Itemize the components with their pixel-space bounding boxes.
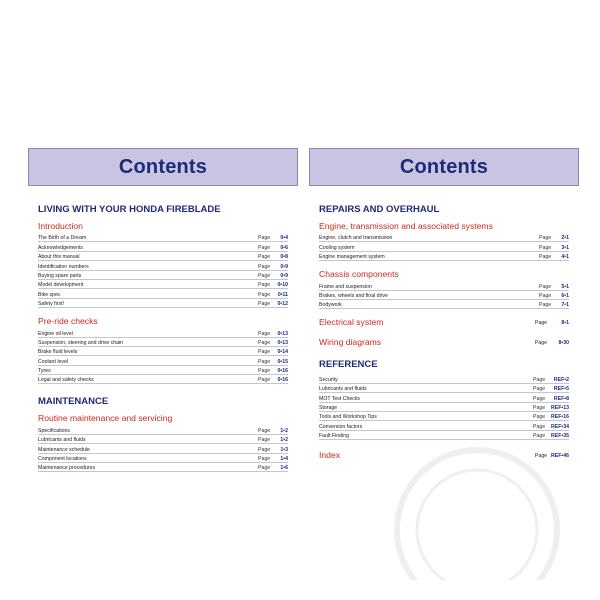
page-word: Page [258,263,271,270]
toc-row [319,242,569,251]
page-number: REF•16 [551,414,569,421]
page-number: 1•6 [280,465,288,472]
toc-entry-title: Legal and safety checks [38,377,94,384]
page-word: Page [539,244,552,251]
page-word: Page [533,433,546,440]
toc-entry-title: Tyres [38,368,51,375]
toc-row [38,271,288,280]
subsection-heading: Introduction [38,221,83,231]
left-page [28,148,298,472]
page-word: Page [533,414,546,421]
toc-entry-title: Brakes, wheels and final drive [319,292,388,299]
page-word: Page [258,272,271,279]
right-page [309,148,579,461]
toc-row [319,431,569,440]
toc-entry-title: Suspension, steering and drive chain [38,339,124,346]
page-number: 0•13 [277,330,288,337]
page-word: Page [539,235,552,242]
page-number: REF•46 [551,453,569,460]
right-content [309,204,579,460]
subsection-heading: Chassis components [319,269,399,280]
page-number: 0•6 [280,244,288,251]
subsection-heading: Pre-ride checks [38,316,98,327]
page-word: Page [258,301,271,308]
toc-list [319,281,569,309]
toc-entry-title: MOT Test Checks [319,395,361,402]
page-number: 0•14 [277,349,288,356]
toc-row [319,374,569,383]
page-number: 0•8 [280,254,288,261]
toc-row [319,291,569,300]
toc-row [38,289,288,298]
page-word: Page [533,376,546,383]
toc-entry-title: Brake fluid levels [38,349,78,356]
contents-banner [28,148,298,186]
toc-row [38,338,288,347]
toc-entry-title: Maintenance procedures [38,465,96,472]
toc-entry-title: Safety first! [38,301,64,308]
toc-entry-title: Lubricants and fluids [319,386,367,393]
toc-entry-title: About this manual [38,254,80,261]
page-number: 1•3 [280,446,288,453]
page-number: 1•2 [280,437,288,444]
toc-list [319,233,569,261]
page-number: 0•11 [277,291,288,298]
subsection-heading: Routine maintenance and servicing [38,413,173,424]
page-word: Page [258,437,271,444]
toc-entry-title: Engine management system [319,254,385,261]
toc-entry-title: Buying spare parts [38,272,82,279]
page-number: REF•2 [553,376,569,383]
page-number: REF•8 [553,395,569,402]
toc-entry-title: Frame and suspension [319,283,372,290]
page-word: Page [258,465,271,472]
toc-row [38,463,288,472]
section-heading: LIVING WITH YOUR HONDA FIREBLADE [38,204,221,215]
page-word: Page [539,302,552,309]
toc-entry-title: Lubricants and fluids [38,437,86,444]
page-number: 2•1 [561,235,569,242]
toc-row [319,384,569,393]
page-number: 0•15 [277,358,288,365]
page-word: Page [258,377,271,384]
subsection-heading: Wiring diagrams [319,337,382,348]
subsection-heading: Index [319,450,341,461]
toc-entry-title: Bodywork [319,302,342,309]
page-number: REF•35 [551,433,569,440]
toc-entry-title: Component locations [38,456,87,463]
page-number: 0•16 [277,368,288,375]
page-number: 3•1 [561,244,569,251]
watermark [372,440,582,580]
page-word: Page [258,456,271,463]
page-number: 5•1 [561,283,569,290]
page-word: Page [258,339,271,346]
toc-row [38,280,288,289]
toc-row [38,299,288,308]
page-word: Page [258,282,271,289]
contents-banner [309,148,579,186]
page-number: 1•4 [280,456,288,463]
toc-entry-title: Cooling system [319,244,355,251]
toc-entry-title: Fault Finding [319,433,349,440]
subsection-heading: Engine, transmission and associated systems [319,221,493,231]
page-word: Page [533,423,546,430]
toc-row [38,252,288,261]
toc-row [38,375,288,384]
toc-row [319,252,569,261]
left-content [28,204,298,472]
toc-row [38,425,288,434]
toc-entry-title: The Birth of a Dream [38,235,87,242]
toc-row [38,435,288,444]
toc-list [38,233,288,308]
toc-entry-title: Bike spec [38,291,61,298]
toc-entry-title: Maintenance schedule [38,446,90,453]
toc-row [38,328,288,337]
toc-row [319,393,569,402]
page-word: Page [258,254,271,261]
page-word: Page [258,235,271,242]
page-word: Page [258,368,271,375]
page-word: Page [258,349,271,356]
toc-entry-title: Model development [38,282,84,289]
toc-entry-title: Identification numbers [38,263,89,270]
page-word: Page [539,254,552,261]
toc-row [319,300,569,309]
toc-entry-title: Specifications [38,427,71,434]
toc-row [38,347,288,356]
page-word: Page [539,292,552,299]
page-number: 6•1 [561,292,569,299]
toc-row [38,366,288,375]
page-word: Page [258,358,271,365]
page-word: Page [258,427,271,434]
toc-list [319,374,569,440]
section-heading: MAINTENANCE [38,396,109,408]
wiring-entry [319,337,569,347]
page-word: Page [258,330,271,337]
page-number: 7•1 [561,302,569,309]
page-number: REF•34 [551,423,569,430]
page-number: 0•4 [280,235,288,242]
page-number: 0•10 [277,282,288,289]
page-word: Page [534,340,547,347]
toc-row [38,233,288,242]
toc-row [38,261,288,270]
page-word: Page [258,446,271,453]
page-word: Page [539,283,552,290]
toc-row [38,356,288,365]
subsection-heading: Electrical system [319,317,384,328]
toc-row [38,444,288,453]
toc-row [319,412,569,421]
toc-row [38,454,288,463]
toc-entry-title: Tools and Workshop Tips [319,414,377,421]
banner-title: Contents [118,155,208,178]
page-number: 0•9 [280,272,288,279]
toc-row [319,233,569,242]
toc-entry-title: Coolant level [38,358,68,365]
page-number: 0•12 [277,301,288,308]
section-heading: REPAIRS AND OVERHAUL [319,204,440,215]
page-number: 8•30 [558,340,569,347]
page-number: REF•5 [553,386,569,393]
page-word: Page [534,453,547,460]
toc-entry-title: Conversion factors [319,423,363,430]
toc-row [319,403,569,412]
toc-list [38,328,288,384]
page-number: 4•1 [561,254,569,261]
toc-list [38,425,288,472]
page-word: Page [533,404,546,411]
page-number: 1•2 [280,427,288,434]
toc-entry-title: Engine, clutch and transmission [319,235,393,242]
page-number: 8•1 [561,320,569,327]
page-number: 0•13 [277,339,288,346]
page-word: Page [534,320,547,327]
electrical-entry [319,317,569,327]
banner-title: Contents [399,155,489,178]
toc-row [319,281,569,290]
page-number: REF•13 [551,404,569,411]
page-word: Page [258,244,271,251]
section-heading: REFERENCE [319,359,378,371]
page-word: Page [258,291,271,298]
page-word: Page [533,386,546,393]
page-number: 0•9 [280,263,288,270]
toc-entry-title: Storage [319,404,338,411]
page-number: 0•16 [277,377,288,384]
page-word: Page [533,395,546,402]
toc-row [38,242,288,251]
toc-entry-title: Security [319,376,338,383]
toc-entry-title: Engine oil level [38,330,73,337]
toc-entry-title: Acknowledgements [38,244,83,251]
toc-row [319,421,569,430]
